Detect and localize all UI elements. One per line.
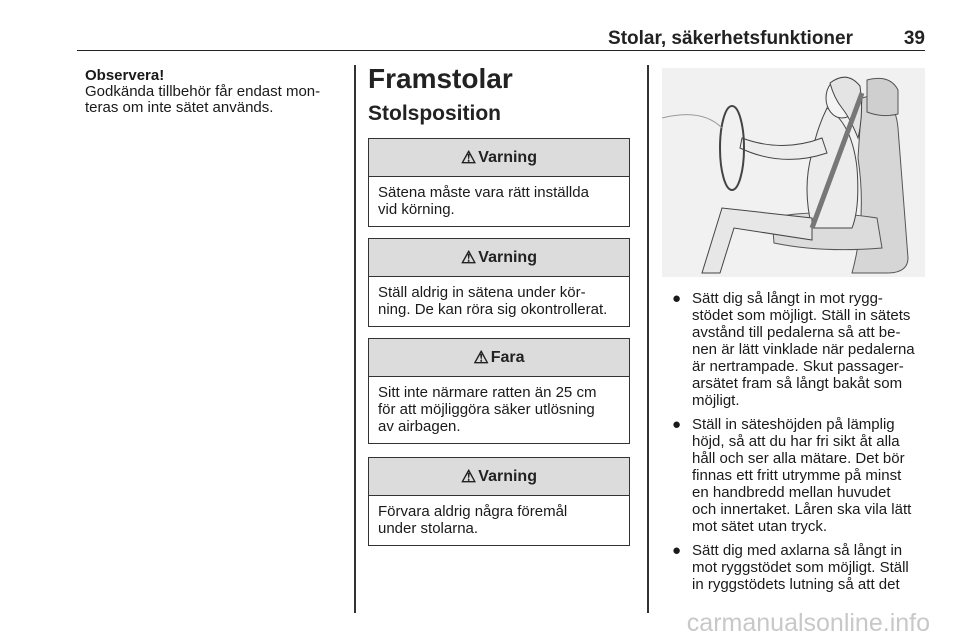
- list-item: [670, 290, 932, 409]
- danger-text: [369, 377, 629, 443]
- warning-header: [369, 139, 629, 177]
- list-line: är nertrampade. Skut passager-: [692, 358, 904, 375]
- warning-label: Varning: [478, 248, 537, 266]
- list-line: håll och ser alla mätare. Det bör: [692, 450, 905, 467]
- warning-text: [369, 277, 629, 326]
- section-headings: [368, 62, 632, 128]
- warning-header: [369, 239, 629, 277]
- warning-line: vid körning.: [378, 201, 455, 218]
- list-line: mot sätet utan tryck.: [692, 518, 828, 535]
- list-line: mot ryggstödet som möjligt. Ställ: [692, 559, 909, 576]
- list-line: nen är lätt vinklade när pedalerna: [692, 341, 915, 358]
- warning-box: [368, 238, 630, 327]
- danger-header: [369, 339, 629, 377]
- danger-line: för att möjliggöra säker utlösning: [378, 401, 595, 418]
- warning-line: Ställ aldrig in sätena under kör-: [378, 284, 586, 301]
- note-line: Godkända tillbehör får endast mon-: [85, 83, 321, 100]
- list-item: [670, 542, 932, 593]
- list-line: avstånd till pedalerna så att be-: [692, 324, 901, 341]
- note-block: [85, 68, 343, 116]
- warning-box: [368, 457, 630, 546]
- warning-triangle-icon: ⚠: [461, 247, 477, 267]
- list-line: in ryggstödets lutning så att det: [692, 576, 900, 593]
- note-title: Observera!: [85, 67, 165, 84]
- list-line: en handbredd mellan huvudet: [692, 484, 891, 501]
- list-item: [670, 416, 932, 535]
- danger-label: Fara: [490, 348, 525, 366]
- warning-line: Förvara aldrig några föremål: [378, 503, 568, 520]
- warning-text: [369, 177, 629, 226]
- bullet-dot: ●: [672, 290, 682, 307]
- warning-header: [369, 458, 629, 496]
- page-number: 39: [903, 28, 925, 49]
- warning-triangle-icon: ⚠: [473, 347, 489, 367]
- header-title: Stolar, säkerhetsfunktioner: [608, 28, 853, 49]
- column-divider: [647, 65, 649, 613]
- warning-box: [368, 138, 630, 227]
- list-line: Ställ in säteshöjden på lämplig: [692, 416, 895, 433]
- warning-triangle-icon: ⚠: [461, 147, 477, 167]
- bullet-dot: ●: [672, 416, 682, 433]
- danger-line: Sitt inte närmare ratten än 25 cm: [378, 384, 597, 401]
- note-line: teras om inte sätet används.: [85, 99, 274, 116]
- seat-position-illustration: [662, 68, 925, 277]
- list-line: Sätt dig med axlarna så långt in: [692, 542, 903, 559]
- danger-box: [368, 338, 630, 444]
- driver-seat-drawing: [662, 68, 925, 277]
- warning-label: Varning: [478, 148, 537, 166]
- bullet-list: [670, 290, 932, 600]
- column-divider: [354, 65, 356, 613]
- warning-label: Varning: [478, 467, 537, 485]
- page-header: [77, 26, 925, 51]
- warning-triangle-icon: ⚠: [461, 466, 477, 486]
- list-line: stödet som möjligt. Ställ in sätets: [692, 307, 911, 324]
- list-line: och innertaket. Låren ska vila lätt: [692, 501, 912, 518]
- watermark: carmanualsonline.info: [686, 609, 930, 637]
- section-heading: Framstolar: [368, 63, 513, 94]
- section-subheading: Stolsposition: [368, 102, 501, 125]
- warning-line: ning. De kan röra sig okontrollerat.: [378, 301, 608, 318]
- bullet-dot: ●: [672, 542, 682, 559]
- warning-line: Sätena måste vara rätt inställda: [378, 184, 589, 201]
- list-line: höjd, så att du har fri sikt åt alla: [692, 433, 900, 450]
- danger-line: av airbagen.: [378, 418, 461, 435]
- list-line: Sätt dig så långt in mot rygg-: [692, 290, 883, 307]
- warning-line: under stolarna.: [378, 520, 479, 537]
- list-line: finnas ett fritt utrymme på minst: [692, 467, 902, 484]
- warning-text: [369, 496, 629, 545]
- list-line: möjligt.: [692, 392, 740, 409]
- list-line: arsätet fram så långt bakåt som: [692, 375, 903, 392]
